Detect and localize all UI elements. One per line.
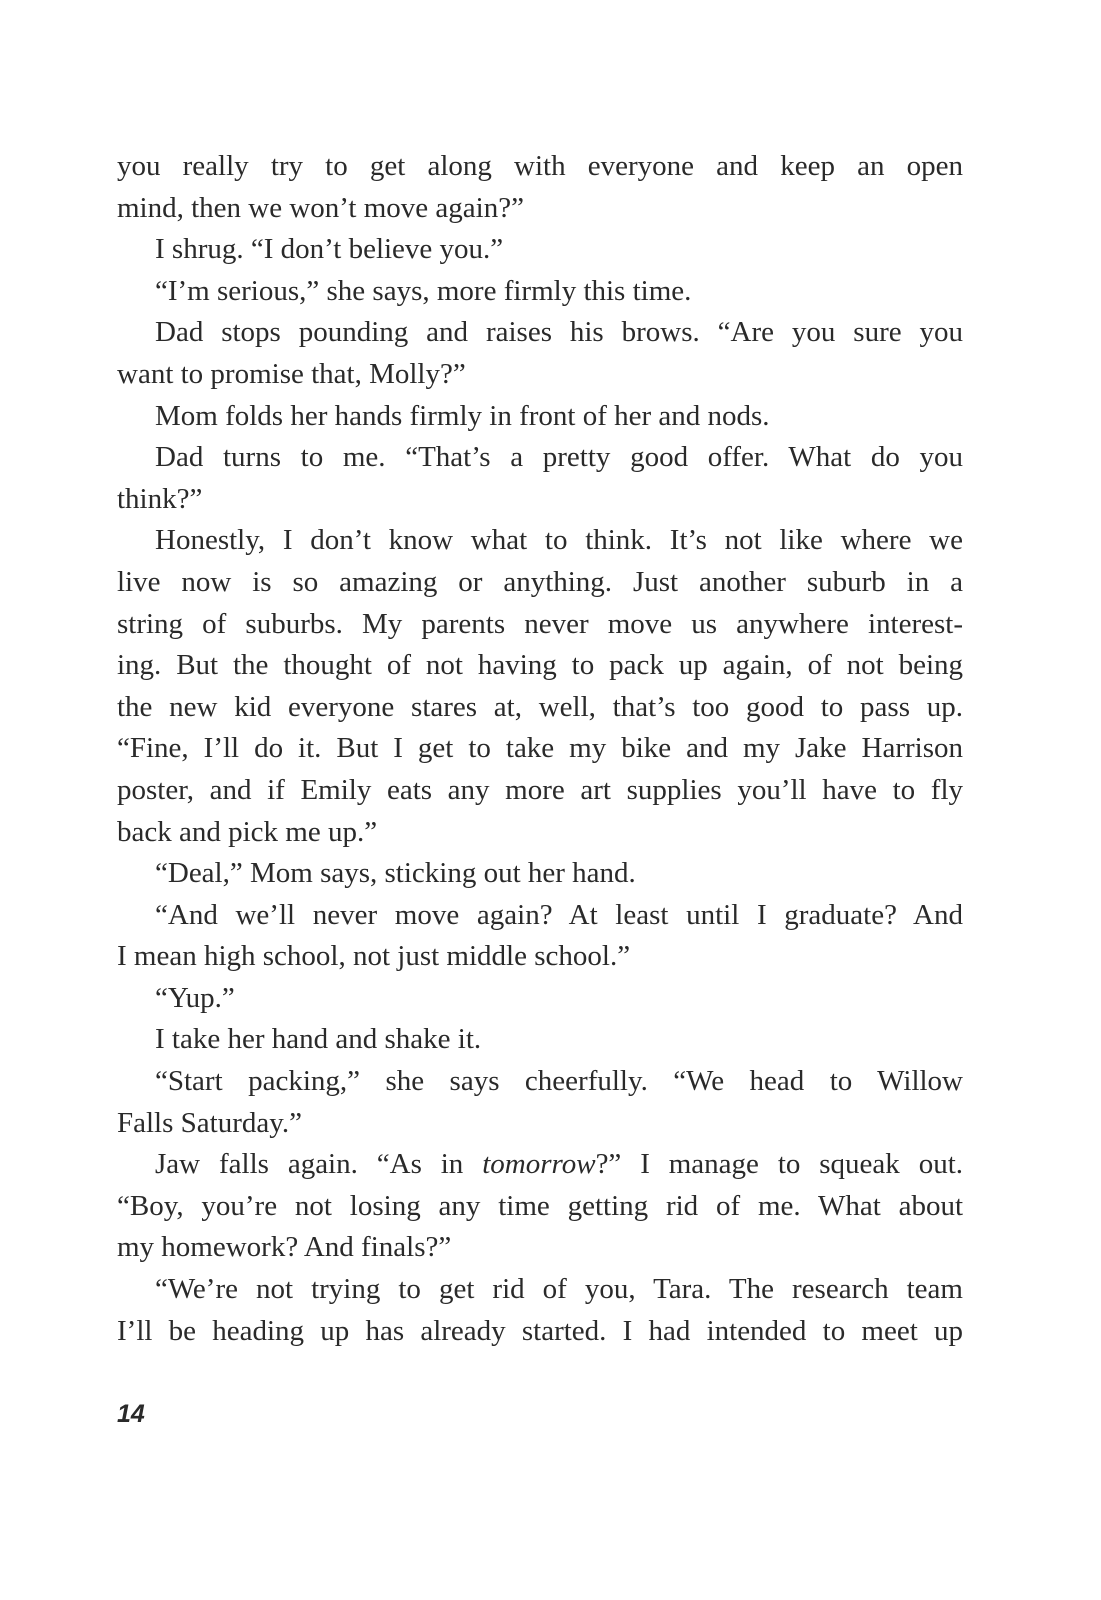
- text-line: think?”: [117, 482, 203, 515]
- text-line: live now is so amazing or anything. Just another suburb in a: [117, 565, 963, 598]
- page-number: 14: [117, 1400, 145, 1428]
- text-line: my homework? And finals?”: [117, 1231, 452, 1264]
- text-line: Falls Saturday.”: [117, 1106, 302, 1139]
- text-line: “We’re not trying to get rid of you, Tara. The research team: [155, 1273, 963, 1306]
- text-line: “And we’ll never move again? At least until I graduate? And: [155, 898, 963, 931]
- text-line: “Yup.”: [155, 981, 235, 1014]
- text-line: want to promise that, Molly?”: [117, 357, 466, 390]
- text-line: I’ll be heading up has already started. I had intended to meet up: [117, 1314, 963, 1347]
- text-line: “Start packing,” she says cheerfully. “We head to Willow: [155, 1065, 963, 1098]
- text-line: back and pick me up.”: [117, 815, 378, 848]
- text-line: Dad stops pounding and raises his brows. “Are you sure you: [155, 316, 963, 349]
- body-text: [117, 146, 963, 1352]
- text-line: I take her hand and shake it.: [155, 1023, 482, 1056]
- text-line: “Fine, I’ll do it. But I get to take my bike and my Jake Harrison: [117, 732, 963, 765]
- text-line: the new kid everyone stares at, well, that’s too good to pass up.: [117, 690, 963, 723]
- text-line: Mom folds her hands firmly in front of her and nods.: [155, 399, 770, 432]
- text-line: “Deal,” Mom says, sticking out her hand.: [155, 857, 636, 890]
- text-line: mind, then we won’t move again?”: [117, 191, 524, 224]
- text-line: I shrug. “I don’t believe you.”: [155, 233, 504, 266]
- text-line: Dad turns to me. “That’s a pretty good offer. What do you: [155, 441, 963, 474]
- text-line: ing. But the thought of not having to pack up again, of not being: [117, 649, 963, 682]
- text-line: “I’m serious,” she says, more firmly this time.: [155, 274, 692, 307]
- text-line: “Boy, you’re not losing any time getting rid of me. What about: [117, 1189, 963, 1222]
- text-line: Honestly, I don’t know what to think. It’s not like where we: [155, 524, 963, 557]
- text-line: string of suburbs. My parents never move us anywhere interest-: [117, 607, 963, 640]
- text-line: I mean high school, not just middle school.”: [117, 940, 631, 973]
- text-line: poster, and if Emily eats any more art supplies you’ll have to fly: [117, 773, 963, 806]
- text-line: Jaw falls again. “As in tomorrow?” I manage to squeak out.: [155, 1148, 963, 1181]
- text-line: you really try to get along with everyone and keep an open: [117, 150, 963, 182]
